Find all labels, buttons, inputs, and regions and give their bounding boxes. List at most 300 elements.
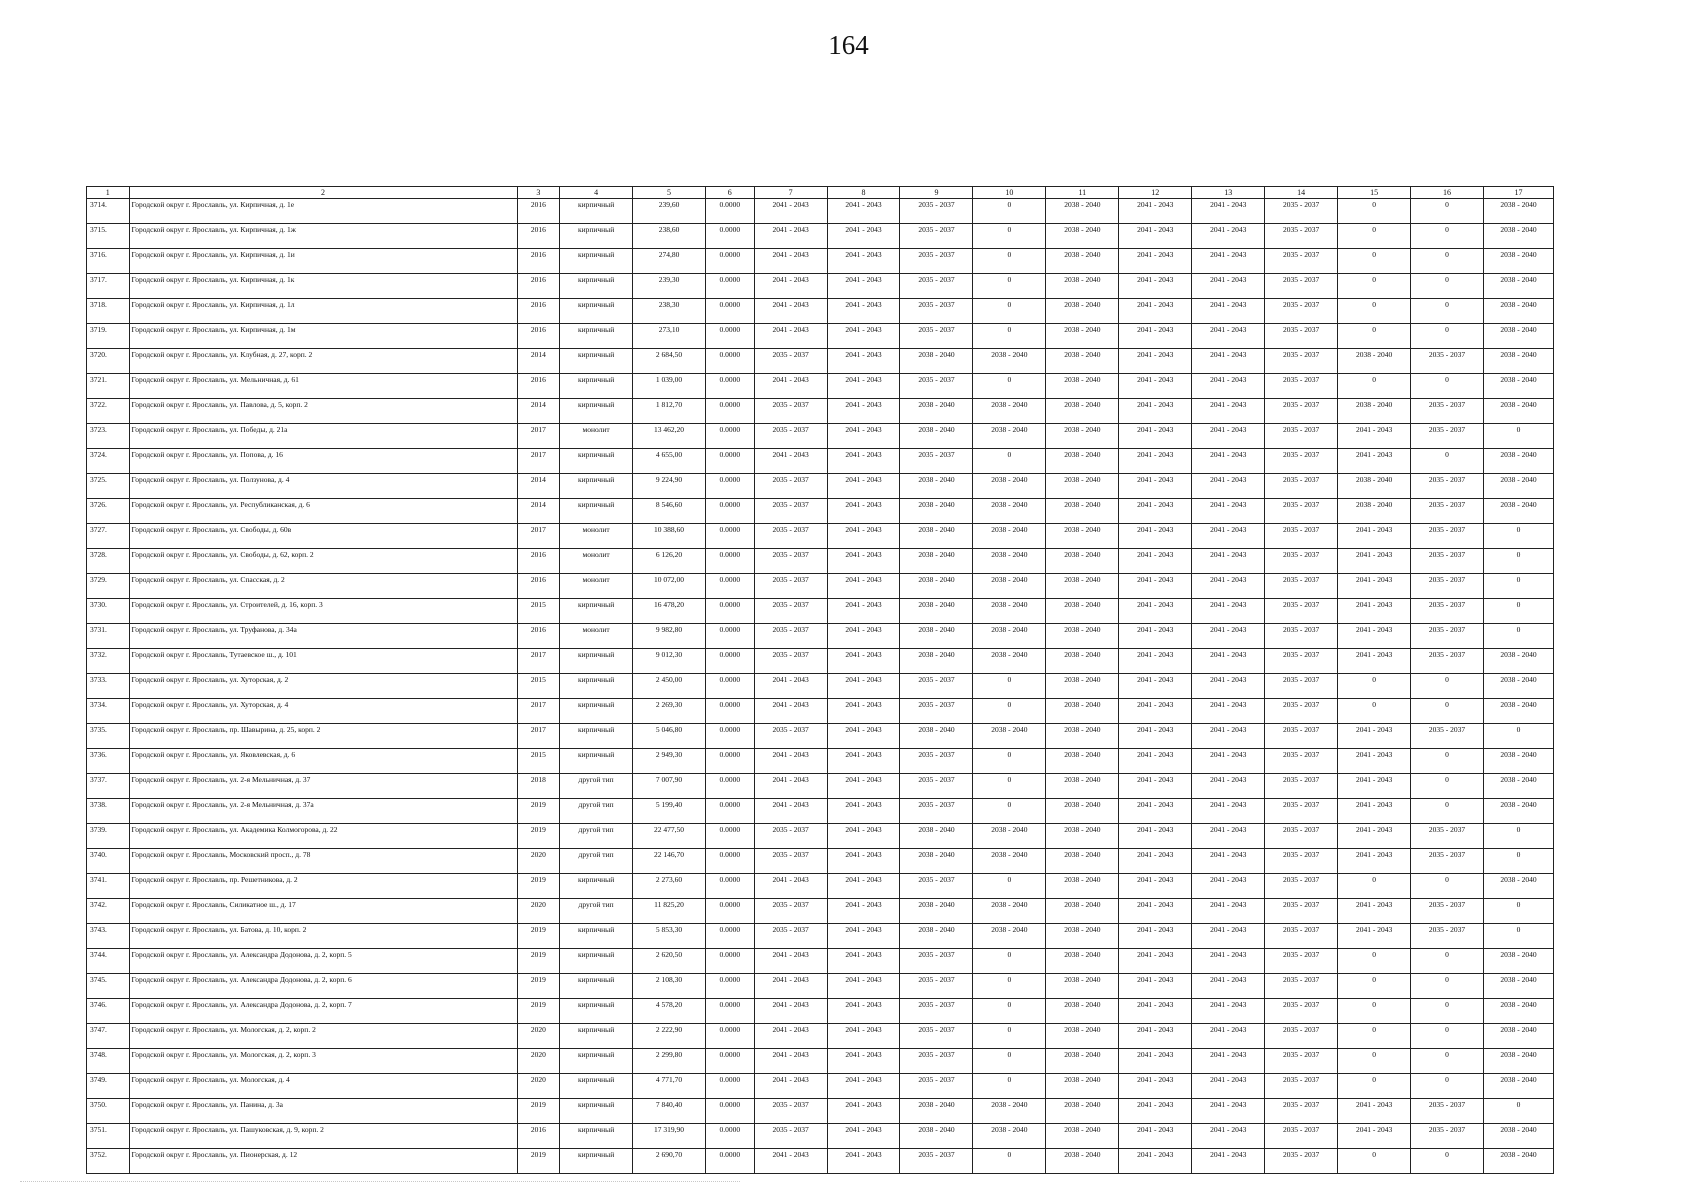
cell-period-11: 2038 - 2040 xyxy=(1046,724,1119,749)
table-row xyxy=(87,1024,1554,1049)
cell-row-number: 3724. xyxy=(87,449,130,474)
cell-row-number: 3718. xyxy=(87,299,130,324)
houses-table xyxy=(86,186,1554,1174)
cell-period-15: 0 xyxy=(1338,374,1411,399)
cell-period-9: 2038 - 2040 xyxy=(900,724,973,749)
column-header: 8 xyxy=(827,187,900,199)
cell-address: Городской округ г. Ярославль, ул. Академика Колмогорова, д. 22 xyxy=(129,824,517,849)
cell-wall-material: кирпичный xyxy=(560,1124,633,1149)
cell-period-9: 2038 - 2040 xyxy=(900,349,973,374)
cell-year: 2017 xyxy=(517,449,560,474)
cell-area: 7 007,90 xyxy=(633,774,706,799)
cell-wall-material: кирпичный xyxy=(560,924,633,949)
cell-period-9: 2035 - 2037 xyxy=(900,299,973,324)
cell-period-7: 2041 - 2043 xyxy=(754,1149,827,1174)
cell-period-11: 2038 - 2040 xyxy=(1046,474,1119,499)
cell-period-13: 2041 - 2043 xyxy=(1192,699,1265,724)
cell-period-13: 2041 - 2043 xyxy=(1192,274,1265,299)
cell-period-9: 2038 - 2040 xyxy=(900,649,973,674)
cell-period-17: 2038 - 2040 xyxy=(1483,324,1553,349)
column-header: 3 xyxy=(517,187,560,199)
cell-ratio: 0.0000 xyxy=(705,674,754,699)
cell-period-12: 2041 - 2043 xyxy=(1119,299,1192,324)
cell-year: 2017 xyxy=(517,699,560,724)
cell-year: 2017 xyxy=(517,649,560,674)
cell-period-17: 2038 - 2040 xyxy=(1483,199,1553,224)
cell-area: 2 684,50 xyxy=(633,349,706,374)
scan-artifact-line xyxy=(20,1181,740,1183)
cell-period-10: 0 xyxy=(973,799,1046,824)
cell-period-10: 0 xyxy=(973,249,1046,274)
cell-period-8: 2041 - 2043 xyxy=(827,1024,900,1049)
table-header xyxy=(87,187,1554,199)
cell-period-11: 2038 - 2040 xyxy=(1046,249,1119,274)
cell-period-10: 2038 - 2040 xyxy=(973,724,1046,749)
cell-area: 273,10 xyxy=(633,324,706,349)
cell-period-11: 2038 - 2040 xyxy=(1046,749,1119,774)
cell-period-13: 2041 - 2043 xyxy=(1192,1099,1265,1124)
cell-period-13: 2041 - 2043 xyxy=(1192,1024,1265,1049)
cell-period-8: 2041 - 2043 xyxy=(827,549,900,574)
cell-ratio: 0.0000 xyxy=(705,574,754,599)
cell-period-12: 2041 - 2043 xyxy=(1119,749,1192,774)
cell-row-number: 3751. xyxy=(87,1124,130,1149)
cell-address: Городской округ г. Ярославль, ул. 2-я Мельничная, д. 37 xyxy=(129,774,517,799)
cell-period-15: 2041 - 2043 xyxy=(1338,799,1411,824)
cell-period-17: 2038 - 2040 xyxy=(1483,799,1553,824)
cell-row-number: 3749. xyxy=(87,1074,130,1099)
cell-period-11: 2038 - 2040 xyxy=(1046,1124,1119,1149)
cell-period-14: 2035 - 2037 xyxy=(1265,274,1338,299)
cell-ratio: 0.0000 xyxy=(705,624,754,649)
cell-period-14: 2035 - 2037 xyxy=(1265,549,1338,574)
cell-year: 2020 xyxy=(517,849,560,874)
cell-period-9: 2035 - 2037 xyxy=(900,224,973,249)
cell-period-13: 2041 - 2043 xyxy=(1192,549,1265,574)
cell-period-12: 2041 - 2043 xyxy=(1119,549,1192,574)
cell-period-15: 0 xyxy=(1338,274,1411,299)
cell-period-17: 0 xyxy=(1483,524,1553,549)
cell-period-11: 2038 - 2040 xyxy=(1046,449,1119,474)
table-row xyxy=(87,624,1554,649)
table-row xyxy=(87,799,1554,824)
table-row xyxy=(87,424,1554,449)
cell-address: Городской округ г. Ярославль, ул. Ползунова, д. 4 xyxy=(129,474,517,499)
cell-ratio: 0.0000 xyxy=(705,1049,754,1074)
cell-address: Городской округ г. Ярославль, пр. Решетникова, д. 2 xyxy=(129,874,517,899)
cell-period-10: 0 xyxy=(973,1074,1046,1099)
table-row xyxy=(87,724,1554,749)
cell-wall-material: кирпичный xyxy=(560,874,633,899)
cell-period-12: 2041 - 2043 xyxy=(1119,1024,1192,1049)
cell-period-17: 2038 - 2040 xyxy=(1483,974,1553,999)
cell-year: 2016 xyxy=(517,549,560,574)
cell-period-16: 2035 - 2037 xyxy=(1411,824,1484,849)
cell-period-7: 2035 - 2037 xyxy=(754,599,827,624)
cell-period-17: 2038 - 2040 xyxy=(1483,499,1553,524)
page-number: 164 xyxy=(828,30,869,60)
cell-period-13: 2041 - 2043 xyxy=(1192,524,1265,549)
cell-wall-material: кирпичный xyxy=(560,1024,633,1049)
cell-period-11: 2038 - 2040 xyxy=(1046,599,1119,624)
cell-period-12: 2041 - 2043 xyxy=(1119,924,1192,949)
cell-period-17: 0 xyxy=(1483,824,1553,849)
cell-period-11: 2038 - 2040 xyxy=(1046,1074,1119,1099)
cell-period-9: 2038 - 2040 xyxy=(900,824,973,849)
cell-period-7: 2041 - 2043 xyxy=(754,274,827,299)
cell-wall-material: кирпичный xyxy=(560,399,633,424)
cell-period-7: 2041 - 2043 xyxy=(754,999,827,1024)
cell-period-16: 0 xyxy=(1411,449,1484,474)
table-row xyxy=(87,249,1554,274)
cell-year: 2020 xyxy=(517,1074,560,1099)
table-row xyxy=(87,824,1554,849)
cell-period-17: 2038 - 2040 xyxy=(1483,1074,1553,1099)
column-header: 5 xyxy=(633,187,706,199)
cell-period-17: 2038 - 2040 xyxy=(1483,1049,1553,1074)
cell-year: 2019 xyxy=(517,949,560,974)
cell-wall-material: кирпичный xyxy=(560,249,633,274)
cell-area: 5 853,30 xyxy=(633,924,706,949)
cell-row-number: 3744. xyxy=(87,949,130,974)
cell-wall-material: другой тип xyxy=(560,849,633,874)
cell-period-14: 2035 - 2037 xyxy=(1265,649,1338,674)
cell-period-11: 2038 - 2040 xyxy=(1046,999,1119,1024)
cell-period-16: 0 xyxy=(1411,299,1484,324)
cell-wall-material: кирпичный xyxy=(560,674,633,699)
cell-period-11: 2038 - 2040 xyxy=(1046,699,1119,724)
cell-year: 2017 xyxy=(517,724,560,749)
table-row xyxy=(87,399,1554,424)
cell-period-12: 2041 - 2043 xyxy=(1119,874,1192,899)
cell-period-15: 0 xyxy=(1338,1024,1411,1049)
cell-ratio: 0.0000 xyxy=(705,424,754,449)
column-header: 6 xyxy=(705,187,754,199)
cell-year: 2018 xyxy=(517,774,560,799)
cell-wall-material: кирпичный xyxy=(560,349,633,374)
cell-period-13: 2041 - 2043 xyxy=(1192,474,1265,499)
cell-period-9: 2035 - 2037 xyxy=(900,874,973,899)
cell-period-15: 2041 - 2043 xyxy=(1338,749,1411,774)
cell-period-14: 2035 - 2037 xyxy=(1265,449,1338,474)
cell-period-8: 2041 - 2043 xyxy=(827,999,900,1024)
cell-period-15: 0 xyxy=(1338,674,1411,699)
cell-row-number: 3719. xyxy=(87,324,130,349)
cell-period-10: 0 xyxy=(973,1149,1046,1174)
cell-period-7: 2041 - 2043 xyxy=(754,299,827,324)
cell-address: Городской округ г. Ярославль, Московский просп., д. 78 xyxy=(129,849,517,874)
cell-wall-material: кирпичный xyxy=(560,1099,633,1124)
cell-year: 2015 xyxy=(517,749,560,774)
cell-wall-material: кирпичный xyxy=(560,449,633,474)
cell-period-15: 2038 - 2040 xyxy=(1338,349,1411,374)
cell-period-12: 2041 - 2043 xyxy=(1119,849,1192,874)
cell-period-12: 2041 - 2043 xyxy=(1119,274,1192,299)
cell-wall-material: монолит xyxy=(560,424,633,449)
cell-address: Городской округ г. Ярославль, ул. Хуторская, д. 4 xyxy=(129,699,517,724)
cell-period-7: 2041 - 2043 xyxy=(754,774,827,799)
cell-wall-material: кирпичный xyxy=(560,749,633,774)
cell-period-12: 2041 - 2043 xyxy=(1119,649,1192,674)
table-row xyxy=(87,999,1554,1024)
cell-period-14: 2035 - 2037 xyxy=(1265,574,1338,599)
header-row xyxy=(87,187,1554,199)
cell-period-11: 2038 - 2040 xyxy=(1046,949,1119,974)
cell-row-number: 3739. xyxy=(87,824,130,849)
cell-period-8: 2041 - 2043 xyxy=(827,949,900,974)
cell-address: Городской округ г. Ярославль, ул. Кирпичная, д. 1м xyxy=(129,324,517,349)
cell-period-10: 2038 - 2040 xyxy=(973,574,1046,599)
cell-period-10: 2038 - 2040 xyxy=(973,924,1046,949)
cell-period-9: 2038 - 2040 xyxy=(900,1124,973,1149)
column-header: 15 xyxy=(1338,187,1411,199)
cell-address: Городской округ г. Ярославль, ул. Попова, д. 16 xyxy=(129,449,517,474)
cell-period-17: 0 xyxy=(1483,924,1553,949)
cell-period-11: 2038 - 2040 xyxy=(1046,824,1119,849)
cell-period-13: 2041 - 2043 xyxy=(1192,599,1265,624)
cell-period-10: 2038 - 2040 xyxy=(973,424,1046,449)
cell-period-9: 2035 - 2037 xyxy=(900,374,973,399)
cell-period-7: 2035 - 2037 xyxy=(754,474,827,499)
cell-year: 2016 xyxy=(517,574,560,599)
cell-row-number: 3748. xyxy=(87,1049,130,1074)
cell-period-17: 0 xyxy=(1483,624,1553,649)
cell-period-8: 2041 - 2043 xyxy=(827,1099,900,1124)
cell-period-16: 2035 - 2037 xyxy=(1411,624,1484,649)
cell-period-16: 0 xyxy=(1411,374,1484,399)
cell-period-14: 2035 - 2037 xyxy=(1265,849,1338,874)
cell-period-13: 2041 - 2043 xyxy=(1192,774,1265,799)
cell-address: Городской округ г. Ярославль, ул. Павлова, д. 5, корп. 2 xyxy=(129,399,517,424)
cell-period-9: 2035 - 2037 xyxy=(900,774,973,799)
cell-period-7: 2041 - 2043 xyxy=(754,949,827,974)
cell-period-16: 2035 - 2037 xyxy=(1411,524,1484,549)
cell-period-14: 2035 - 2037 xyxy=(1265,349,1338,374)
cell-period-10: 0 xyxy=(973,1049,1046,1074)
cell-period-7: 2035 - 2037 xyxy=(754,399,827,424)
cell-period-16: 0 xyxy=(1411,674,1484,699)
cell-period-17: 2038 - 2040 xyxy=(1483,649,1553,674)
cell-period-10: 2038 - 2040 xyxy=(973,1124,1046,1149)
cell-period-12: 2041 - 2043 xyxy=(1119,199,1192,224)
cell-wall-material: кирпичный xyxy=(560,274,633,299)
cell-wall-material: монолит xyxy=(560,624,633,649)
cell-address: Городской округ г. Ярославль, ул. Александра Додонова, д. 2, корп. 7 xyxy=(129,999,517,1024)
cell-period-7: 2035 - 2037 xyxy=(754,624,827,649)
cell-period-9: 2038 - 2040 xyxy=(900,599,973,624)
cell-period-7: 2035 - 2037 xyxy=(754,924,827,949)
cell-year: 2020 xyxy=(517,899,560,924)
cell-period-17: 2038 - 2040 xyxy=(1483,999,1553,1024)
cell-address: Городской округ г. Ярославль, ул. Республиканская, д. 6 xyxy=(129,499,517,524)
cell-period-12: 2041 - 2043 xyxy=(1119,999,1192,1024)
cell-row-number: 3743. xyxy=(87,924,130,949)
cell-period-7: 2041 - 2043 xyxy=(754,974,827,999)
cell-period-14: 2035 - 2037 xyxy=(1265,899,1338,924)
table-row xyxy=(87,199,1554,224)
cell-year: 2016 xyxy=(517,224,560,249)
cell-year: 2014 xyxy=(517,349,560,374)
cell-period-16: 0 xyxy=(1411,274,1484,299)
cell-period-16: 0 xyxy=(1411,1149,1484,1174)
cell-period-9: 2035 - 2037 xyxy=(900,324,973,349)
cell-period-11: 2038 - 2040 xyxy=(1046,649,1119,674)
cell-period-15: 2041 - 2043 xyxy=(1338,724,1411,749)
cell-ratio: 0.0000 xyxy=(705,724,754,749)
cell-period-14: 2035 - 2037 xyxy=(1265,749,1338,774)
cell-period-12: 2041 - 2043 xyxy=(1119,224,1192,249)
cell-period-16: 2035 - 2037 xyxy=(1411,424,1484,449)
cell-period-11: 2038 - 2040 xyxy=(1046,1149,1119,1174)
cell-period-17: 0 xyxy=(1483,424,1553,449)
table-row xyxy=(87,749,1554,774)
cell-period-14: 2035 - 2037 xyxy=(1265,299,1338,324)
cell-period-8: 2041 - 2043 xyxy=(827,1049,900,1074)
cell-period-13: 2041 - 2043 xyxy=(1192,199,1265,224)
cell-period-16: 2035 - 2037 xyxy=(1411,399,1484,424)
cell-period-12: 2041 - 2043 xyxy=(1119,574,1192,599)
cell-period-14: 2035 - 2037 xyxy=(1265,699,1338,724)
cell-ratio: 0.0000 xyxy=(705,924,754,949)
cell-period-15: 0 xyxy=(1338,249,1411,274)
cell-period-10: 2038 - 2040 xyxy=(973,349,1046,374)
cell-year: 2014 xyxy=(517,499,560,524)
cell-ratio: 0.0000 xyxy=(705,474,754,499)
column-header: 7 xyxy=(754,187,827,199)
cell-period-9: 2038 - 2040 xyxy=(900,574,973,599)
cell-period-7: 2041 - 2043 xyxy=(754,449,827,474)
cell-period-11: 2038 - 2040 xyxy=(1046,924,1119,949)
cell-address: Городской округ г. Ярославль, ул. Александра Додонова, д. 2, корп. 5 xyxy=(129,949,517,974)
cell-period-8: 2041 - 2043 xyxy=(827,1124,900,1149)
cell-ratio: 0.0000 xyxy=(705,274,754,299)
cell-period-8: 2041 - 2043 xyxy=(827,899,900,924)
cell-period-17: 2038 - 2040 xyxy=(1483,399,1553,424)
cell-period-15: 2041 - 2043 xyxy=(1338,524,1411,549)
houses-table-container xyxy=(86,186,1554,1174)
cell-period-8: 2041 - 2043 xyxy=(827,224,900,249)
table-row xyxy=(87,1149,1554,1174)
cell-ratio: 0.0000 xyxy=(705,999,754,1024)
cell-row-number: 3750. xyxy=(87,1099,130,1124)
cell-period-7: 2041 - 2043 xyxy=(754,324,827,349)
cell-period-17: 2038 - 2040 xyxy=(1483,1024,1553,1049)
cell-period-7: 2035 - 2037 xyxy=(754,849,827,874)
cell-period-9: 2035 - 2037 xyxy=(900,1049,973,1074)
cell-period-9: 2035 - 2037 xyxy=(900,1074,973,1099)
cell-period-8: 2041 - 2043 xyxy=(827,274,900,299)
table-row xyxy=(87,924,1554,949)
cell-address: Городской округ г. Ярославль, ул. Кирпичная, д. 1е xyxy=(129,199,517,224)
cell-period-10: 2038 - 2040 xyxy=(973,549,1046,574)
cell-row-number: 3730. xyxy=(87,599,130,624)
cell-area: 2 273,60 xyxy=(633,874,706,899)
cell-period-9: 2035 - 2037 xyxy=(900,1024,973,1049)
cell-ratio: 0.0000 xyxy=(705,874,754,899)
cell-period-10: 0 xyxy=(973,749,1046,774)
cell-period-13: 2041 - 2043 xyxy=(1192,724,1265,749)
cell-period-13: 2041 - 2043 xyxy=(1192,824,1265,849)
cell-period-9: 2038 - 2040 xyxy=(900,899,973,924)
cell-row-number: 3728. xyxy=(87,549,130,574)
cell-period-14: 2035 - 2037 xyxy=(1265,924,1338,949)
cell-period-12: 2041 - 2043 xyxy=(1119,599,1192,624)
cell-area: 16 478,20 xyxy=(633,599,706,624)
cell-area: 9 012,30 xyxy=(633,649,706,674)
cell-period-9: 2035 - 2037 xyxy=(900,1149,973,1174)
cell-ratio: 0.0000 xyxy=(705,1099,754,1124)
cell-row-number: 3738. xyxy=(87,799,130,824)
column-header: 2 xyxy=(129,187,517,199)
table-row xyxy=(87,649,1554,674)
cell-period-16: 0 xyxy=(1411,949,1484,974)
cell-period-16: 2035 - 2037 xyxy=(1411,574,1484,599)
cell-address: Городской округ г. Ярославль, ул. Кирпичная, д. 1ж xyxy=(129,224,517,249)
cell-period-17: 2038 - 2040 xyxy=(1483,749,1553,774)
cell-wall-material: другой тип xyxy=(560,799,633,824)
cell-period-14: 2035 - 2037 xyxy=(1265,474,1338,499)
cell-period-9: 2038 - 2040 xyxy=(900,424,973,449)
cell-wall-material: другой тип xyxy=(560,824,633,849)
cell-period-12: 2041 - 2043 xyxy=(1119,624,1192,649)
cell-row-number: 3731. xyxy=(87,624,130,649)
cell-period-17: 0 xyxy=(1483,899,1553,924)
cell-ratio: 0.0000 xyxy=(705,224,754,249)
cell-period-11: 2038 - 2040 xyxy=(1046,899,1119,924)
cell-period-10: 0 xyxy=(973,949,1046,974)
cell-wall-material: кирпичный xyxy=(560,499,633,524)
cell-period-9: 2038 - 2040 xyxy=(900,474,973,499)
cell-row-number: 3727. xyxy=(87,524,130,549)
cell-period-7: 2035 - 2037 xyxy=(754,824,827,849)
cell-ratio: 0.0000 xyxy=(705,399,754,424)
cell-year: 2017 xyxy=(517,524,560,549)
cell-period-11: 2038 - 2040 xyxy=(1046,774,1119,799)
cell-period-10: 2038 - 2040 xyxy=(973,474,1046,499)
cell-wall-material: кирпичный xyxy=(560,699,633,724)
cell-period-11: 2038 - 2040 xyxy=(1046,674,1119,699)
cell-ratio: 0.0000 xyxy=(705,499,754,524)
cell-period-16: 0 xyxy=(1411,249,1484,274)
cell-ratio: 0.0000 xyxy=(705,449,754,474)
cell-period-7: 2035 - 2037 xyxy=(754,724,827,749)
cell-row-number: 3741. xyxy=(87,874,130,899)
cell-period-8: 2041 - 2043 xyxy=(827,1074,900,1099)
cell-period-16: 0 xyxy=(1411,774,1484,799)
cell-period-15: 2041 - 2043 xyxy=(1338,899,1411,924)
cell-period-10: 0 xyxy=(973,874,1046,899)
cell-period-16: 2035 - 2037 xyxy=(1411,849,1484,874)
cell-period-15: 2041 - 2043 xyxy=(1338,574,1411,599)
cell-period-17: 2038 - 2040 xyxy=(1483,249,1553,274)
cell-period-9: 2035 - 2037 xyxy=(900,249,973,274)
cell-period-15: 2041 - 2043 xyxy=(1338,424,1411,449)
cell-row-number: 3729. xyxy=(87,574,130,599)
table-row xyxy=(87,574,1554,599)
cell-year: 2019 xyxy=(517,874,560,899)
cell-period-9: 2038 - 2040 xyxy=(900,399,973,424)
cell-period-11: 2038 - 2040 xyxy=(1046,799,1119,824)
cell-period-17: 2038 - 2040 xyxy=(1483,699,1553,724)
cell-period-11: 2038 - 2040 xyxy=(1046,199,1119,224)
cell-ratio: 0.0000 xyxy=(705,1149,754,1174)
cell-address: Городской округ г. Ярославль, ул. Мологская, д. 2, корп. 2 xyxy=(129,1024,517,1049)
cell-period-16: 2035 - 2037 xyxy=(1411,899,1484,924)
cell-period-10: 0 xyxy=(973,299,1046,324)
cell-period-15: 0 xyxy=(1338,949,1411,974)
cell-period-10: 2038 - 2040 xyxy=(973,899,1046,924)
cell-period-13: 2041 - 2043 xyxy=(1192,349,1265,374)
